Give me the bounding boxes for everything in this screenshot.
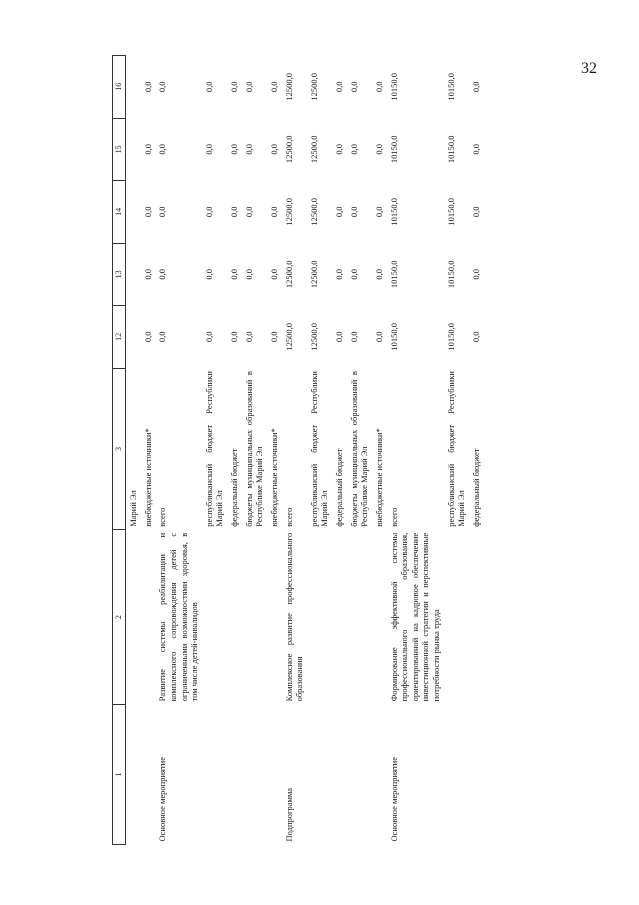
value-cell: 0,0 (348, 144, 359, 155)
value-cell: 12500,0 (308, 198, 319, 226)
row-description-cell (202, 530, 227, 705)
table-row (141, 56, 156, 845)
value-cell: 0,0 (229, 81, 239, 93)
row-label-cell (469, 704, 484, 844)
value-cell: 12500,0 (308, 135, 319, 164)
value-cell: 0,0 (142, 144, 153, 155)
funding-source-cell: республиканский бюджет Республики Марий Эл (445, 371, 467, 527)
row-label-cell (307, 704, 332, 844)
value-cell: 0,0 (373, 331, 384, 343)
value-cell: 0,0 (268, 81, 279, 93)
row-label-cell (372, 704, 387, 844)
value-cell: 10150,0 (445, 198, 456, 226)
funding-source-cell: внебюджетные источники* (373, 428, 384, 527)
row-label-cell (242, 704, 267, 844)
row-description-cell: Комплексное развитие профессионального образования (283, 532, 305, 702)
value-cell (126, 181, 141, 244)
budget-table-sheet (112, 55, 532, 845)
funding-source-cell: федеральный бюджет (229, 448, 239, 527)
table-row (242, 56, 267, 845)
funding-source-cell: Марий Эл (128, 490, 138, 527)
value-cell: 0,0 (229, 144, 239, 155)
value-cell: 0,0 (142, 269, 153, 280)
value-cell: 0,0 (334, 269, 344, 280)
row-description-cell (307, 530, 332, 705)
row-label-cell (332, 704, 347, 844)
value-cell: 0,0 (373, 206, 384, 218)
row-label-cell (347, 704, 372, 844)
value-cell (126, 56, 141, 119)
funding-source-cell: внебюджетные источники* (268, 428, 279, 527)
funding-source-cell: республиканский бюджет Республики Марий Эл (203, 371, 225, 527)
value-cell: 0,0 (229, 269, 239, 280)
table-row (332, 56, 347, 845)
value-cell: 0,0 (203, 269, 214, 280)
value-cell: 0,0 (348, 331, 359, 343)
table-row (155, 56, 202, 845)
row-description-cell (227, 530, 242, 705)
value-cell: 12500,0 (283, 323, 294, 351)
value-cell: 0,0 (334, 81, 344, 93)
value-cell: 0,0 (142, 81, 153, 93)
value-cell: 12500,0 (308, 323, 319, 351)
row-label-cell: Основное мероприятие (388, 757, 399, 842)
row-description-cell (126, 530, 141, 705)
value-cell (126, 306, 141, 369)
funding-source-cell: внебюджетные источники* (142, 428, 153, 527)
value-cell: 10150,0 (445, 72, 456, 101)
value-cell: 10150,0 (388, 135, 399, 164)
value-cell: 12500,0 (283, 72, 294, 101)
value-cell: 0,0 (334, 206, 344, 218)
value-cell: 0,0 (348, 269, 359, 280)
table-row (282, 56, 307, 845)
value-cell (126, 243, 141, 306)
row-label-cell (267, 704, 282, 844)
value-cell: 0,0 (268, 206, 279, 218)
value-cell: 10150,0 (388, 323, 399, 351)
table-row (227, 56, 242, 845)
value-cell: 0,0 (157, 81, 168, 93)
row-description-cell (372, 530, 387, 705)
value-cell: 10150,0 (388, 260, 399, 289)
value-cell: 0,0 (157, 206, 168, 218)
value-cell: 12500,0 (283, 198, 294, 226)
value-cell: 0,0 (268, 144, 279, 155)
value-cell: 0,0 (268, 331, 279, 343)
header-col-14: 14 (113, 181, 126, 244)
value-cell: 10150,0 (445, 260, 456, 289)
funding-source-cell: федеральный бюджет (470, 448, 481, 527)
header-col-1: 1 (113, 704, 126, 844)
value-cell: 0,0 (268, 269, 279, 280)
row-label-cell (444, 704, 469, 844)
row-description-cell (469, 530, 484, 705)
value-cell: 0,0 (157, 144, 168, 155)
value-cell: 0,0 (373, 81, 384, 93)
row-label-cell (141, 704, 156, 844)
value-cell: 0,0 (203, 81, 214, 93)
value-cell: 10150,0 (445, 323, 456, 351)
value-cell: 0,0 (142, 206, 153, 218)
value-cell: 10150,0 (445, 135, 456, 164)
funding-source-cell: всего (157, 507, 168, 527)
table-row (469, 56, 484, 845)
row-description-cell (332, 530, 347, 705)
funding-source-cell: всего (388, 507, 399, 527)
table-row (307, 56, 332, 845)
value-cell: 12500,0 (283, 260, 294, 289)
funding-source-cell: республиканский бюджет Республики Марий Эл (308, 371, 330, 527)
row-label-cell (202, 704, 227, 844)
table-row (387, 56, 444, 845)
row-description-cell (347, 530, 372, 705)
value-cell: 0,0 (373, 144, 384, 155)
value-cell: 0,0 (334, 331, 344, 343)
value-cell: 0,0 (142, 331, 153, 343)
value-cell: 0,0 (470, 144, 481, 155)
value-cell: 0,0 (157, 269, 168, 280)
funding-source-cell: федеральный бюджет (334, 448, 344, 527)
value-cell: 0,0 (243, 269, 254, 280)
value-cell: 10150,0 (388, 198, 399, 226)
value-cell: 0,0 (470, 269, 481, 280)
value-cell: 0,0 (243, 206, 254, 218)
value-cell: 0,0 (470, 331, 481, 343)
value-cell: 0,0 (203, 206, 214, 218)
header-col-12: 12 (113, 306, 126, 369)
row-description-cell: Развитие системы реабилитации и комплексного сопровождения детей с ограниченными возможностями здоровья, в том числе детей-инвалидов (157, 532, 200, 702)
row-description-cell (242, 530, 267, 705)
row-label-cell: Подпрограмма (283, 788, 294, 842)
row-label-cell: Основное мероприятие (157, 757, 168, 842)
row-description-cell: Формирование эффективной системы профессионального образования, ориентированной на кадровое обеспечение инвестиционной стратегии и перспективные потребности рынка труда (388, 532, 441, 702)
value-cell: 12500,0 (308, 72, 319, 101)
header-col-3: 3 (113, 368, 126, 530)
table-row (126, 56, 141, 845)
value-cell: 0,0 (157, 331, 168, 343)
table-row (202, 56, 227, 845)
value-cell: 0,0 (243, 81, 254, 93)
value-cell: 0,0 (243, 144, 254, 155)
table-row (267, 56, 282, 845)
funding-source-cell: всего (283, 507, 294, 527)
row-label-cell (126, 704, 141, 844)
header-col-15: 15 (113, 118, 126, 181)
row-label-cell (227, 704, 242, 844)
funding-source-cell: бюджеты муниципальных образований в Республике Марий Эл (243, 371, 265, 527)
header-col-2: 2 (113, 530, 126, 705)
value-cell: 0,0 (348, 81, 359, 93)
row-description-cell (444, 530, 469, 705)
value-cell: 0,0 (203, 144, 214, 155)
value-cell: 10150,0 (388, 72, 399, 101)
page-number: 32 (581, 60, 597, 77)
row-description-cell (267, 530, 282, 705)
table-row (347, 56, 372, 845)
value-cell: 0,0 (373, 269, 384, 280)
value-cell: 0,0 (229, 331, 239, 343)
value-cell: 0,0 (229, 206, 239, 218)
table-header-row (113, 56, 126, 845)
value-cell: 0,0 (243, 331, 254, 343)
header-col-13: 13 (113, 243, 126, 306)
value-cell: 0,0 (470, 81, 481, 93)
budget-table (112, 55, 484, 845)
value-cell: 12500,0 (308, 260, 319, 289)
value-cell (126, 118, 141, 181)
value-cell: 12500,0 (283, 135, 294, 164)
funding-source-cell: бюджеты муниципальных образований в Республике Марий Эл (348, 371, 370, 527)
value-cell: 0,0 (348, 206, 359, 218)
value-cell: 0,0 (470, 206, 481, 218)
header-col-16: 16 (113, 56, 126, 119)
value-cell: 0,0 (334, 144, 344, 155)
table-row (444, 56, 469, 845)
table-row (372, 56, 387, 845)
value-cell: 0,0 (203, 331, 214, 343)
row-description-cell (141, 530, 156, 705)
